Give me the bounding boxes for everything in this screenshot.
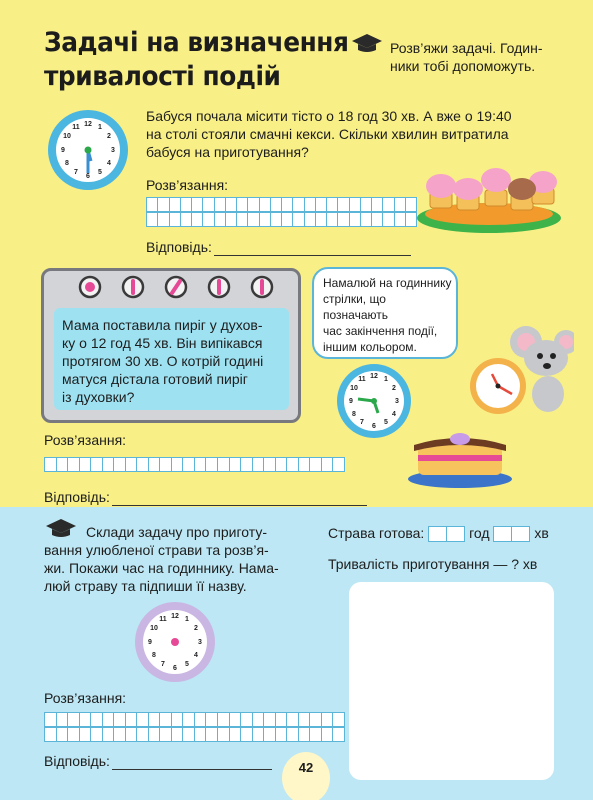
clock-numeral: 3 (198, 639, 202, 646)
graduation-cap-icon (351, 33, 383, 53)
task2-text: Мама поставила пиріг у духов- ку о 12 год 45 хв. Він випікався протягом 30 хв. О котрій годині матуся дістала готовий пиріг із духовки? (62, 317, 264, 405)
bubble-text: Намалюй на годиннику стрілки, що позначають час закінчення події, іншим кольором. (323, 276, 452, 354)
clock-numeral: 4 (392, 411, 396, 418)
task3-solution-label: Розв’язання: (44, 690, 127, 706)
task3-answer (44, 752, 272, 770)
ready-row (328, 524, 549, 542)
clock-icon (334, 361, 414, 441)
drawing-area[interactable] (349, 582, 554, 780)
clock-numeral: 6 (173, 665, 177, 672)
answer-line[interactable] (214, 241, 411, 256)
duration-label: Тривалість приготування — ? хв (328, 556, 538, 572)
answer-label: Відповідь: (44, 489, 110, 505)
clock-numeral: 8 (65, 160, 69, 167)
clock-numeral: 12 (84, 121, 92, 128)
task1-solution-label: Розв’язання: (146, 177, 229, 193)
answer-line[interactable] (112, 491, 367, 506)
clock-numeral: 10 (350, 385, 358, 392)
clock-numeral: 2 (392, 385, 396, 392)
clock-numeral: 2 (107, 133, 111, 140)
clock-numeral: 12 (171, 613, 179, 620)
cake-illustration (406, 431, 514, 489)
clock-numeral: 7 (74, 169, 78, 176)
page-number: 42 (298, 760, 314, 775)
clock-numeral: 3 (111, 147, 115, 154)
task1-answer (146, 238, 411, 256)
minutes-unit: хв (534, 525, 549, 541)
clock-numeral: 3 (395, 398, 399, 405)
task1-clock (45, 107, 131, 198)
clock-numeral: 9 (349, 398, 353, 405)
task2-solution-label: Розв’язання: (44, 432, 127, 448)
knob-icons (78, 274, 278, 300)
clock-numeral: 11 (358, 376, 366, 383)
clock-icon (133, 600, 217, 684)
clock-numeral: 8 (152, 652, 156, 659)
task1-solution-grid[interactable] (146, 197, 416, 227)
task1-text: Бабуся почала місити тісто о 18 год 30 хв. А вже о 19:40 на столі стояли смачні кекси. Скільки хвилин витратила бабуся на приготування? (146, 108, 512, 160)
grid-cell[interactable] (332, 457, 345, 472)
hours-unit: год (469, 525, 490, 541)
clock-numeral: 2 (194, 625, 198, 632)
clock-numeral: 5 (384, 419, 388, 426)
clock-numeral: 10 (150, 625, 158, 632)
minutes-box[interactable] (493, 526, 512, 542)
task3-solution-grid[interactable] (44, 712, 344, 742)
task2-answer (44, 488, 367, 506)
clock-numeral: 1 (384, 376, 388, 383)
clock-numeral: 9 (61, 147, 65, 154)
clock-numeral: 8 (352, 411, 356, 418)
clock-numeral: 5 (98, 169, 102, 176)
minutes-box[interactable] (511, 526, 530, 542)
clock-icon (45, 107, 131, 193)
mouse-illustration (464, 320, 574, 424)
grid-cell[interactable] (332, 712, 345, 727)
clock-numeral: 7 (161, 661, 165, 668)
clock-numeral: 1 (98, 124, 102, 131)
ready-label: Страва готова: (328, 525, 425, 541)
hours-box[interactable] (428, 526, 447, 542)
clock-numeral: 12 (370, 373, 378, 380)
hours-box[interactable] (446, 526, 465, 542)
clock-numeral: 10 (63, 133, 71, 140)
grid-cell[interactable] (332, 727, 345, 742)
instruction-text: Розв’яжи задачі. Годин- ники тобі допоможуть. (390, 40, 543, 74)
clock-numeral: 6 (372, 423, 376, 430)
answer-line[interactable] (112, 755, 272, 770)
answer-label: Відповідь: (44, 753, 110, 769)
clock-numeral: 5 (185, 661, 189, 668)
clock-numeral: 9 (148, 639, 152, 646)
cupcakes-illustration (416, 160, 562, 234)
oven-knobs (78, 274, 278, 305)
answer-label: Відповідь: (146, 239, 212, 255)
page-title: Задачі на визначення тривалості подій (44, 27, 349, 92)
clock-numeral: 4 (194, 652, 198, 659)
clock-numeral: 11 (159, 616, 167, 623)
task3-text: Склади задачу про приготу- вання улюбленої страви та розв’я- жи. Покажи час на годиннику. Нама- люй страву та підпиши її назву. (44, 524, 279, 594)
clock-numeral: 7 (360, 419, 364, 426)
clock-numeral: 1 (185, 616, 189, 623)
clock-numeral: 4 (107, 160, 111, 167)
clock-numeral: 6 (86, 173, 90, 180)
clock-numeral: 11 (72, 124, 80, 131)
task2-solution-grid[interactable] (44, 457, 344, 472)
